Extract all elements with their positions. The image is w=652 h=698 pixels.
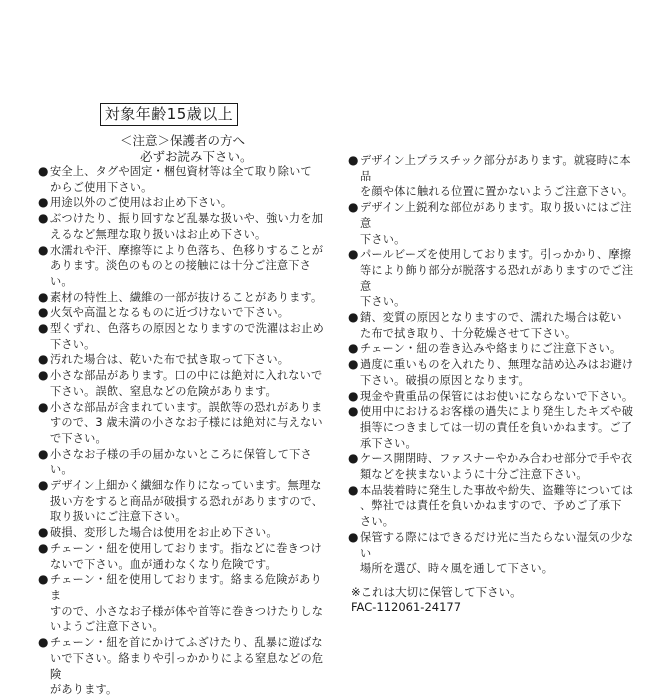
caution-item — [38, 525, 326, 541]
bullet-icon: ● — [38, 635, 49, 650]
bullet-icon: ● — [38, 164, 49, 178]
caution-list-right-items — [348, 153, 638, 577]
caution-item — [38, 211, 326, 242]
caution-item — [38, 478, 326, 525]
bullet-icon: ● — [38, 305, 49, 320]
caution-item-text: 現金や貴重品の保管にはお使いにならないで下さい。 — [360, 389, 634, 403]
caution-item-text: デザイン上プラスチック部分があります。就寝時に本品 を顔や体に触れる位置に置かないようご注意下さい。 — [360, 154, 634, 199]
caution-item — [348, 483, 638, 530]
bullet-icon: ● — [38, 368, 49, 383]
caution-item-text: 用途以外のご使用はお止め下さい。 — [50, 196, 233, 210]
caution-item-text: 小さなお子様の手の届かないところに保管して下さい。 — [50, 447, 312, 477]
bullet-icon: ● — [38, 321, 49, 336]
caution-item-text: 汚れた場合は、乾いた布で拭き取って下さい。 — [50, 353, 290, 367]
caution-item — [38, 368, 326, 399]
bullet-icon: ● — [348, 451, 359, 466]
bullet-icon: ● — [348, 388, 359, 403]
bullet-icon: ● — [38, 211, 49, 226]
bullet-icon: ● — [348, 247, 359, 262]
caution-item-text: 型くずれ、色落ちの原因となりますので洗濯はお止め 下さい。 — [50, 322, 324, 351]
product-code: FAC-112061-24177 — [351, 599, 462, 614]
caution-item-text: 素材の特性上、繊維の一部が抜けることがあります。 — [50, 290, 323, 304]
caution-item — [348, 451, 638, 482]
caution-heading-line1: ＜注意＞保護者の方へ — [120, 133, 246, 148]
caution-item-text: 保管する際にはできるだけ光に当たらない湿気の少ない 場所を選び、時々風を通して下さい。 — [360, 530, 634, 576]
caution-item-text: デザイン上鋭利な部位があります。取り扱いにはご注意 下さい。 — [360, 201, 632, 246]
caution-item-text: 錆、変質の原因となりますので、濡れた場合は乾い た布で拭き取り、十分乾燥させて下さい。 — [360, 311, 622, 340]
caution-item — [348, 389, 638, 405]
caution-list-right — [348, 153, 638, 615]
caution-item-text: 水濡れや汗、摩擦等により色落ち、色移りすることが あります。淡色のものとの接触には十分ご注意下さい。 — [50, 243, 324, 288]
caution-heading-line2: 必ずお読み下さい。 — [140, 149, 253, 164]
caution-item-text: チェーン・紐の巻き込みや絡まりにご注意下さい。 — [360, 342, 622, 356]
bullet-icon: ● — [38, 540, 49, 555]
caution-item — [348, 404, 638, 451]
caution-item — [38, 290, 326, 306]
bullet-icon: ● — [348, 341, 359, 356]
bullet-icon: ● — [348, 310, 359, 325]
caution-item — [348, 357, 638, 388]
caution-item-text: チェーン・紐を使用しております。絡まる危険がありま すので、小さなお子様が体や首等に巻きつけたりしな いようご注意下さい。 — [50, 573, 324, 634]
bullet-icon: ● — [348, 153, 359, 167]
bullet-icon: ● — [38, 572, 49, 587]
caution-item-text: チェーン・紐を首にかけてふざけたり、乱暴に遊ばな いで下さい。絡まりや引っかかりによる窒息などの危険 があります。 — [50, 636, 324, 697]
bullet-icon: ● — [38, 399, 49, 414]
caution-item — [38, 447, 326, 478]
caution-item-text: 破損、変形した場合は使用をお止め下さい。 — [50, 526, 278, 540]
caution-item — [348, 341, 638, 357]
bullet-icon: ● — [348, 404, 359, 419]
caution-item-text: パールビーズを使用しております。引っかかり、摩擦 等により飾り部分が脱落する恐れがありますのでご注意 下さい。 — [360, 248, 634, 309]
caution-item — [38, 635, 326, 698]
caution-heading — [120, 133, 253, 165]
caution-item — [348, 153, 638, 200]
caution-item-text: デザイン上細かく繊細な作りになっています。無理な 扱い方をすると商品が破損する恐れがありますので、 取り扱いにご注意下さい。 — [50, 479, 324, 524]
caution-item-text: ケース開閉時、ファスナーやかみ合わせ部分で手や衣 類などを挟まないように十分ご注意下さい。 — [360, 452, 633, 482]
caution-item — [38, 164, 326, 195]
bullet-icon: ● — [38, 195, 49, 210]
bullet-icon: ● — [38, 289, 49, 304]
caution-item — [348, 310, 638, 341]
caution-item-text: 小さな部品が含まれています。誤飲等の恐れがありま すので、3 歳未満の小さなお子様には絶対に与えない で下さい。 — [50, 400, 323, 445]
caution-item — [38, 541, 326, 572]
caution-item — [348, 530, 638, 577]
bullet-icon: ● — [38, 478, 49, 493]
caution-item — [348, 247, 638, 310]
bullet-icon: ● — [348, 357, 359, 372]
caution-item — [38, 243, 326, 290]
caution-item-text: チェーン・紐を使用しております。指などに巻きつけ ないで下さい。血が通わなくなり危険です。 — [50, 541, 322, 571]
caution-item-text: 本品装着時に発生した事故や紛失、盗難等については 、弊社では責任を負いかねますので、予めご了承下 さい。 — [360, 483, 634, 529]
caution-item-text: 過度に重いものを入れたり、無理な詰め込みはお避け 下さい。破損の原因となります。 — [360, 358, 634, 387]
bullet-icon: ● — [348, 529, 359, 544]
caution-item-text: 安全上、タグや固定・梱包資材等は全て取り除いて からご使用下さい。 — [50, 165, 312, 194]
bullet-icon: ● — [348, 200, 359, 215]
caution-list-left — [38, 164, 326, 698]
caution-item — [348, 200, 638, 247]
age-rating-box: 対象年齢15歳以上 — [100, 103, 238, 126]
caution-item-text: 小さな部品があります。口の中には絶対に入れないで 下さい。誤飲、窒息などの危険があります。 — [50, 369, 323, 398]
caution-item — [38, 572, 326, 635]
caution-item — [38, 305, 326, 321]
bullet-icon: ● — [38, 525, 49, 540]
caution-item-text: 火気や高温となるものに近づけないで下さい。 — [50, 306, 290, 320]
storage-note: ※これは大切に保管して下さい。 — [351, 584, 522, 599]
caution-item — [38, 195, 326, 211]
caution-item — [38, 321, 326, 352]
caution-item — [38, 400, 326, 447]
caution-item-text: ぶつけたり、振り回すなど乱暴な扱いや、強い力を加 えるなど無理な取り扱いはお止め下さい。 — [50, 212, 324, 241]
bullet-icon: ● — [38, 242, 49, 257]
caution-item — [38, 352, 326, 368]
bullet-icon: ● — [38, 352, 49, 367]
bullet-icon: ● — [348, 482, 359, 497]
caution-item-text: 使用中におけるお客様の過失により発生したキズや破 損等につきましては一切の責任を負いかねます。ご了 承下さい。 — [360, 405, 634, 450]
bullet-icon: ● — [38, 446, 49, 461]
